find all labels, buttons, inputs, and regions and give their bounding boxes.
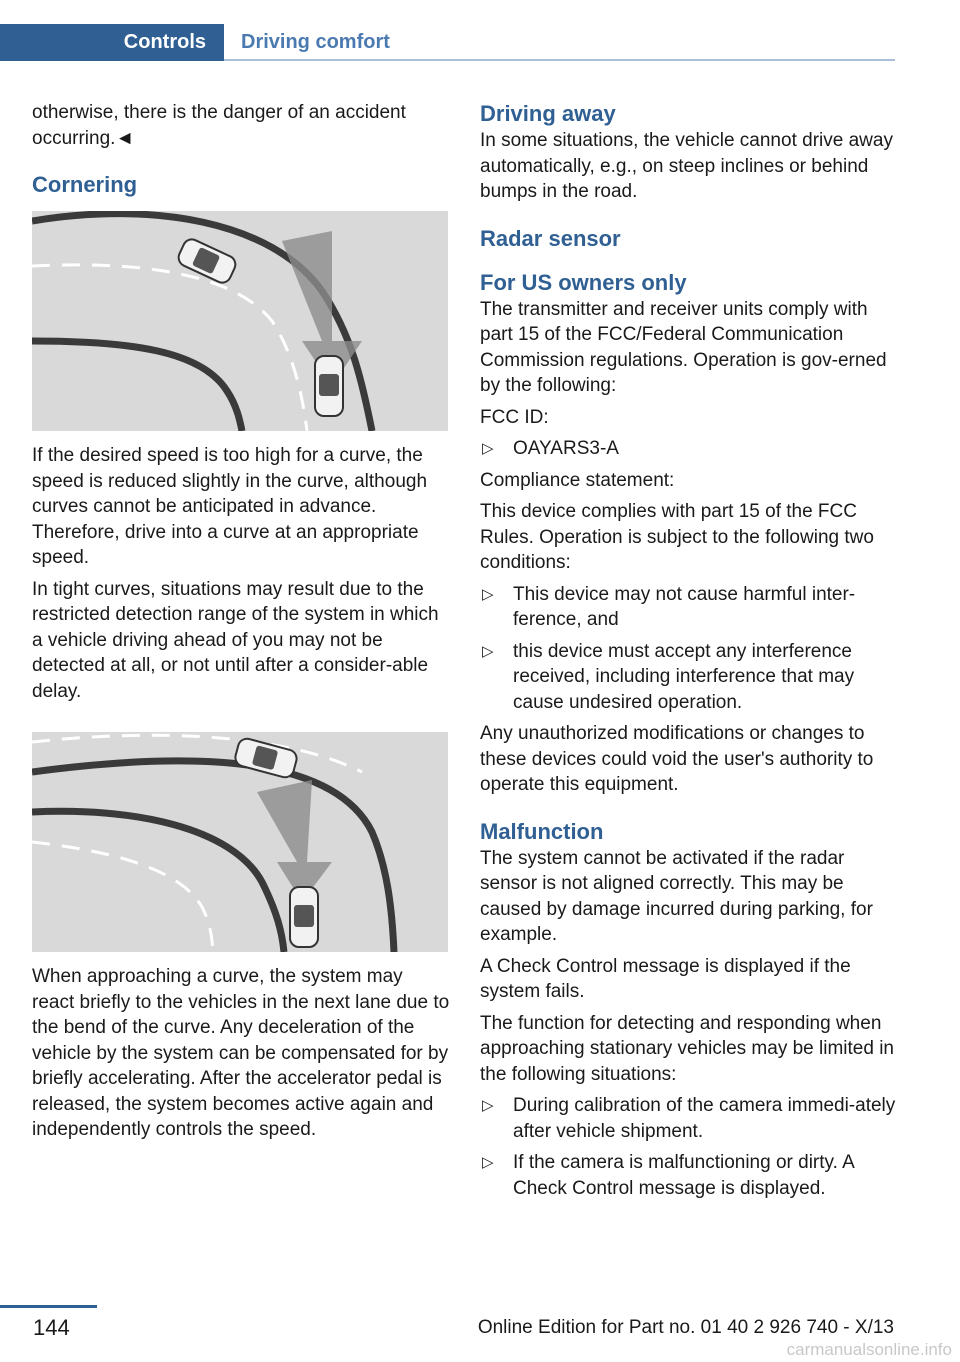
cornering-paragraph-1: If the desired speed is too high for a curve, the speed is reduced slightly in the curve, although curves cannot be anticipated in advance. Therefore, drive into a curve at an appropriate speed. (32, 445, 428, 568)
adjacent-lane-diagram (32, 732, 448, 952)
curve-road-diagram (32, 211, 448, 431)
page-header (0, 0, 960, 62)
section-tab-controls: Controls (0, 24, 224, 61)
triangle-bullet-icon: ▷ (482, 440, 494, 457)
list-item: ▷ If the camera is malfunctioning or dirty. A Check Control message is displayed. (482, 1152, 854, 1199)
list-item: ▷ This device may not cause harmful inter‐ference, and (482, 583, 856, 630)
triangle-bullet-icon: ▷ (482, 1097, 494, 1114)
compliance-paragraph: This device complies with part 15 of the FCC Rules. Operation is subject to the following two conditions: (480, 501, 874, 573)
triangle-bullet-icon: ▷ (482, 642, 494, 660)
heading-driving-away: Driving away (480, 101, 616, 126)
footer-rule (0, 1305, 97, 1308)
right-column (480, 100, 898, 1207)
unauthorized-paragraph: Any unauthorized modifications or changes to these devices could void the user's authority to operate this equipment. (480, 723, 874, 795)
edition-text: Online Edition for Part no. 01 40 2 926 740 - X/13 (477, 1317, 894, 1338)
malfunction-paragraph-2: A Check Control message is displayed if the system fails. (480, 955, 851, 1002)
list-item: ▷ this device must accept any interference received, including interference that may cause undesired operation. (482, 640, 855, 713)
cornering-paragraph-2: In tight curves, situations may result due to the restricted detection range of the system in which a vehicle driving ahead of you may not be detected at all, or not until after a consider‐able delay. (32, 578, 439, 702)
limits-list (480, 1093, 898, 1201)
cornering-illustration-2 (32, 732, 448, 952)
triangle-bullet-icon: ▷ (482, 1154, 494, 1171)
watermark: carmanualsonline.info (786, 1340, 952, 1359)
left-column (32, 100, 450, 1149)
malfunction-paragraph-1: The system cannot be activated if the radar sensor is not aligned correctly. This may be caused by damage incurred during parking, for example. (480, 847, 873, 945)
driving-away-paragraph: In some situations, the vehicle cannot drive away automatically, e.g., on steep inclines or behind bumps in the road. (480, 130, 893, 202)
heading-us-owners: For US owners only (480, 269, 687, 295)
list-item: ▷ During calibration of the camera immedi‐ately after vehicle shipment. (482, 1095, 896, 1142)
heading-cornering: Cornering (32, 172, 138, 197)
cornering-illustration-1 (32, 211, 448, 431)
page-number: 144 (33, 1315, 70, 1340)
heading-radar-sensor: Radar sensor (480, 225, 621, 251)
triangle-bullet-icon: ▷ (482, 585, 494, 603)
header-rule (224, 59, 895, 61)
list-item: ▷ OAYARS3-A (480, 436, 898, 462)
fcc-id-list (480, 436, 898, 462)
fcc-paragraph: The transmitter and receiver units comply with part 15 of the FCC/Federal Communication Commission regulations. Operation is gov‐erned by the following: (480, 298, 887, 396)
cornering-paragraph-3: When approaching a curve, the system may react briefly to the vehicles in the next lane due to the bend of the curve. Any deceleration of the vehicle by the system can be compensated for by briefly accelerating. After the accelerator pedal is released, the system becomes active again and independently controls the speed. (32, 966, 450, 1140)
section-tab-driving-comfort: Driving comfort (241, 31, 390, 53)
compliance-label: Compliance statement: (480, 469, 675, 491)
malfunction-paragraph-3: The function for detecting and responding when approaching stationary vehicles may be limited in the following situations: (480, 1012, 894, 1085)
fcc-id-label: FCC ID: (480, 406, 549, 428)
conditions-list (480, 582, 898, 716)
intro-paragraph: otherwise, there is the danger of an accident occurring.◄ (32, 102, 406, 149)
heading-malfunction: Malfunction (480, 818, 604, 844)
